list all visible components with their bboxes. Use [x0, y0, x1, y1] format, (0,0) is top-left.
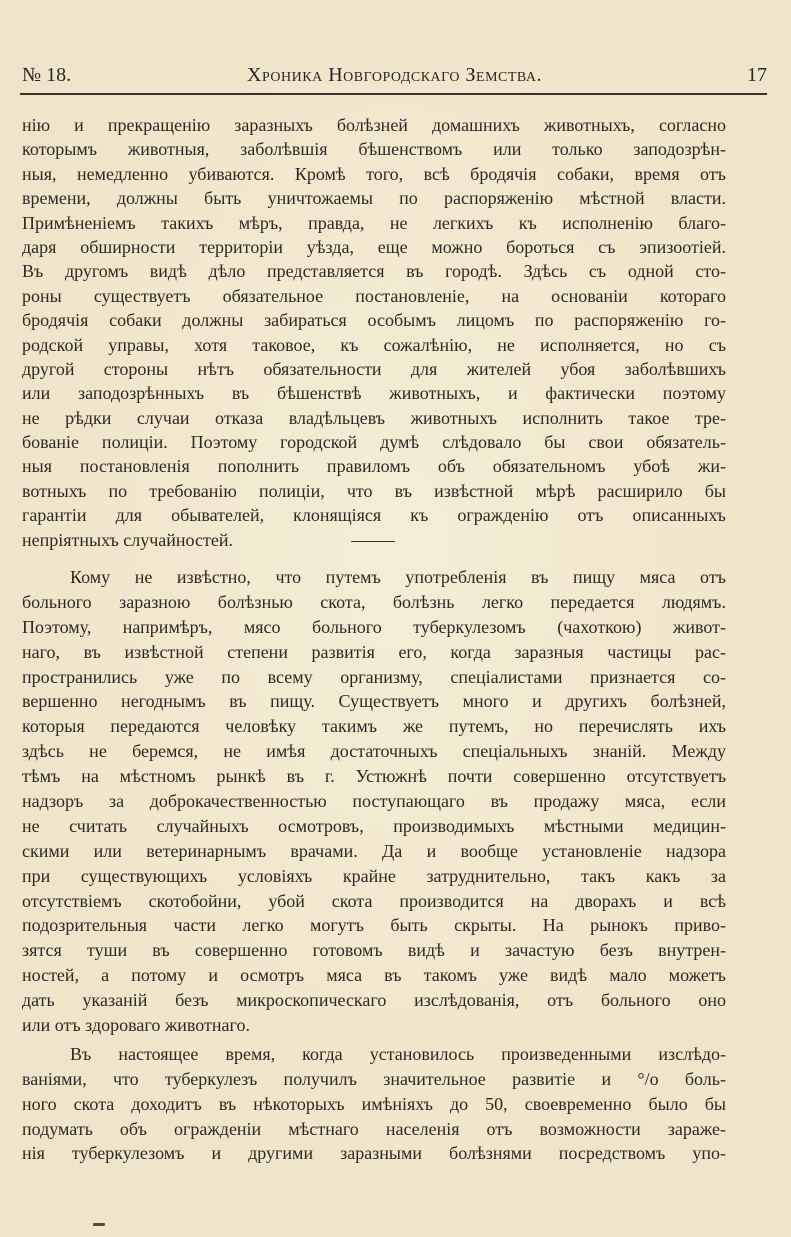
text-line: здѣсь не беремся, не имѣя достаточныхъ спеціальныхъ знаній. Между — [22, 741, 726, 762]
text-line: роны существуетъ обязательное постановленіе, на основаніи котораго — [22, 285, 726, 306]
page-number: 17 — [747, 64, 767, 86]
text-line: тѣмъ на мѣстномъ рынкѣ въ г. Устюжнѣ почти совершенно отсутствуетъ — [22, 766, 726, 787]
journal-title: Хроника Новгородскаго Земства. — [247, 64, 542, 86]
text-line: при существующихъ условіяхъ крайне затруднительно, такъ какъ за — [22, 865, 726, 886]
text-line: или отъ здороваго животнаго. — [22, 1015, 250, 1036]
ink-mark — [93, 1223, 105, 1226]
text-line: ваніями, что туберкулезъ получилъ значительное развитіе и °/о боль- — [22, 1068, 726, 1089]
paragraph-2-and-3 — [22, 565, 726, 1166]
issue-number: № 18. — [22, 64, 72, 86]
text-line: или заподозрѣнныхъ въ бѣшенствѣ животныхъ, и фактически поэтому — [22, 383, 726, 404]
text-line: пространились уже по всему организму, спеціалистами признается со- — [22, 666, 726, 687]
text-line: Въ настоящее время, когда установилось произведенными изслѣдо- — [70, 1043, 726, 1064]
section-separator — [351, 541, 395, 542]
text-line: дать указаній безъ микроскопическаго изслѣдованія, отъ больного оно — [22, 990, 726, 1011]
text-line: зятся туши въ совершенно готовомъ видѣ и зачастую безъ внутрен- — [22, 940, 726, 961]
text-line: бродячія собаки должны забираться особымъ лицомъ по распоряженію го- — [22, 310, 726, 331]
text-line: Въ другомъ видѣ дѣло представляется въ городѣ. Здѣсь съ одной сто- — [22, 261, 726, 282]
text-line: отсутствіемъ скотобойни, убой скота производится на дворахъ и всѣ — [22, 890, 726, 911]
text-line: Поэтому, напримѣръ, мясо больного туберкулезомъ (чахоткою) живот- — [22, 616, 726, 637]
text-line: непріятныхъ случайностей. — [22, 529, 233, 550]
text-line: Примѣненіемъ такихъ мѣръ, правда, не легкихъ къ исполненію благо- — [22, 212, 726, 233]
text-line: нію и прекращенію заразныхъ болѣзней домашнихъ животныхъ, согласно — [22, 115, 726, 135]
text-line: ностей, а потому и осмотръ мяса въ такомъ уже видѣ мало можетъ — [22, 965, 726, 986]
text-line: даря обширности территоріи уѣзда, еще можно бороться съ эпизоотіей. — [22, 236, 726, 257]
header-rule — [20, 93, 767, 95]
text-line: наго, въ извѣстной степени развитія его, когда заразныя частицы рас- — [22, 641, 726, 662]
text-line: родской управы, хотя таковое, къ сожалѣнію, не исполняется, но съ — [22, 334, 726, 355]
text-line: подумать объ огражденіи мѣстнаго населенія отъ возможности зараже- — [22, 1118, 726, 1139]
text-line: ныя постановленія пополнить правиломъ объ обязательномъ убоѣ жи- — [22, 456, 726, 477]
text-line: надзоръ за доброкачественностью поступающаго въ продажу мяса, если — [22, 791, 726, 812]
text-line: которымъ животныя, заболѣвшія бѣшенствомъ или только заподозрѣн- — [22, 139, 726, 160]
text-line: вотныхъ по требованію полиціи, что въ извѣстной мѣрѣ расширило бы — [22, 480, 726, 501]
text-line: которыя передаются человѣку такимъ же путемъ, но перечислять ихъ — [22, 716, 726, 737]
text-line: не рѣдки случаи отказа владѣльцевъ животныхъ исполнить такое тре- — [22, 407, 726, 428]
text-line: бованіе полиціи. Поэтому городской думѣ слѣдовало бы свои обязатель- — [22, 432, 726, 453]
text-line: ныя, немедленно убиваются. Кромѣ того, всѣ бродячія собаки, время отъ — [22, 163, 726, 184]
text-line: ного скота доходитъ въ нѣкоторыхъ имѣніяхъ до 50, своевременно было бы — [22, 1093, 726, 1114]
page-header — [22, 64, 767, 92]
paragraph-1 — [22, 113, 726, 552]
text-line: нія туберкулезомъ и другими заразными болѣзнями посредствомъ упо- — [22, 1143, 726, 1164]
text-line: времени, должны быть уничтожаемы по распоряженію мѣстной власти. — [22, 188, 726, 209]
text-line: вершенно негоднымъ въ пищу. Существуетъ много и другихъ болѣзней, — [22, 691, 726, 712]
text-line: гарантіи для обывателей, клонящіяся къ огражденію отъ описанныхъ — [22, 505, 726, 526]
text-line: другой стороны нѣтъ обязательности для жителей убоя заболѣвшихъ — [22, 358, 726, 379]
text-line: больного заразною болѣзнью скота, болѣзнь легко передается людямъ. — [22, 591, 726, 612]
text-line: подозрительныя части легко могутъ быть скрыты. На рынокъ приво- — [22, 915, 726, 936]
text-line: скими или ветеринарнымъ врачами. Да и вообще установленіе надзора — [22, 840, 726, 861]
text-line: Кому не извѣстно, что путемъ употребленія въ пищу мяса отъ — [70, 567, 726, 587]
text-line: не считать случайныхъ осмотровъ, производимыхъ мѣстными медицин- — [22, 815, 726, 836]
